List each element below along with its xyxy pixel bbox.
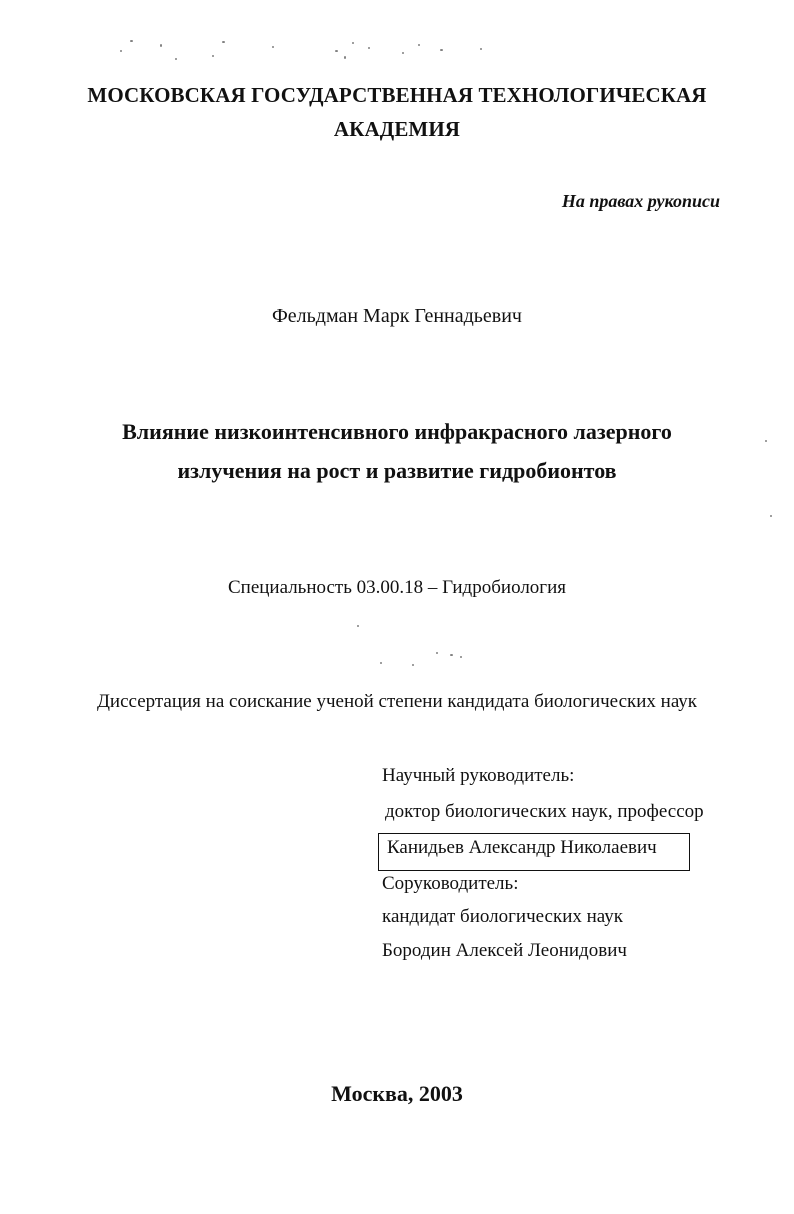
institution-name-line-2: АКАДЕМИЯ bbox=[333, 117, 461, 141]
advisor-name: Канидьев Александр Николаевич bbox=[387, 837, 657, 858]
author-name: Фельдман Марк Геннадьевич bbox=[271, 305, 522, 327]
co-advisor-degree: кандидат биологических наук bbox=[382, 906, 623, 927]
institution-name-line-1: МОСКОВСКАЯ ГОСУДАРСТВЕННАЯ ТЕХНОЛОГИЧЕСКАЯ bbox=[87, 83, 707, 107]
degree-statement: Диссертация на соискание ученой степени кандидата биологических наук bbox=[96, 691, 698, 712]
advisor-degree: доктор биологических наук, профессор bbox=[385, 801, 704, 822]
city-year: Москва, 2003 bbox=[331, 1081, 463, 1106]
specialty: Специальность 03.00.18 – Гидробиология bbox=[227, 577, 566, 598]
dissertation-title-line-2: излучения на рост и развитие гидробионтов bbox=[177, 458, 617, 483]
co-advisor-name: Бородин Алексей Леонидович bbox=[382, 940, 627, 961]
advisor-label: Научный руководитель: bbox=[382, 765, 575, 786]
co-advisor-label: Соруководитель: bbox=[382, 873, 519, 894]
manuscript-note: На правах рукописи bbox=[561, 191, 720, 211]
dissertation-title-line-1: Влияние низкоинтенсивного инфракрасного лазерного bbox=[122, 419, 672, 444]
